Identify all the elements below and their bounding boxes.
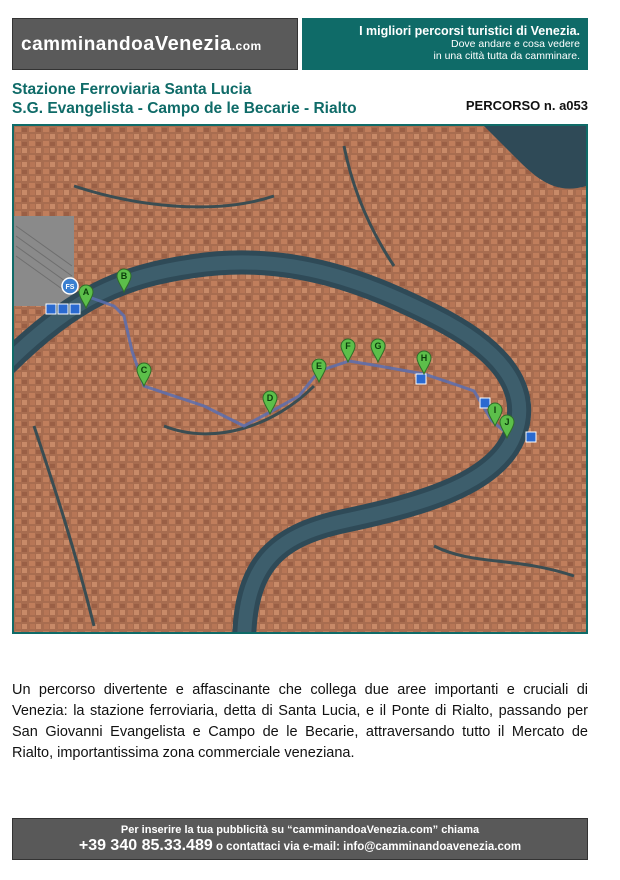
route-marker-label: B [120, 271, 128, 281]
route-marker-label: A [82, 287, 90, 297]
route-marker-label: J [504, 417, 510, 427]
tagline-title: I migliori percorsi turistici di Venezia. [359, 24, 580, 38]
advert-line-2 [13, 837, 587, 856]
route-marker-label: D [266, 393, 274, 403]
advert-brand: aVenezia [360, 824, 407, 836]
contact-phone[interactable]: +39 340 85.33.489 [78, 837, 213, 854]
site-logo[interactable] [12, 18, 298, 70]
logo-main: aVenezia [143, 32, 232, 55]
route-description: Un percorso divertente e affascinante che collega due aree importanti e cruciali di Venezia: la stazione ferroviaria, detta di Santa Lucia, e il Ponte di Rialto, passando per San Giovanni Evangelista e Campo de le Becarie, attraversando tutto il Mercato de Rialto, importantissima zona commerciale veneziana. [12, 682, 588, 761]
logo-prefix: camminando [21, 33, 144, 55]
route-marker-label: E [315, 361, 323, 371]
route-map[interactable] [12, 124, 588, 634]
route-title-area [12, 80, 588, 122]
route-marker-label: C [140, 365, 148, 375]
route-title-start: Stazione Ferroviaria Santa Lucia [12, 81, 252, 98]
contact-email[interactable]: info@camminandoavenezia.com [343, 841, 522, 853]
station-badge-label: FS [65, 284, 75, 291]
satellite-map-image [14, 126, 586, 632]
advert-text-pre: Per inserire la tua pubblicità su “camminando [120, 824, 361, 836]
logo-suffix: .com [231, 38, 262, 53]
route-title-stops: S.G. Evangelista - Campo de le Becarie - Rialto [12, 100, 357, 117]
contact-text: o contattaci via e-mail: [215, 841, 340, 853]
route-marker-label: H [420, 353, 428, 363]
site-header [12, 18, 588, 70]
route-marker-label: I [493, 405, 497, 415]
route-marker-label: F [345, 341, 351, 351]
route-marker-label: G [374, 341, 382, 351]
tagline-line-1: Dove andare e cosa vedere [451, 38, 580, 50]
advert-line-1 [13, 824, 587, 837]
station-fs-icon[interactable] [62, 278, 78, 294]
service-icons-station[interactable] [46, 304, 80, 314]
tagline-line-2: in una città tutta da camminare. [433, 50, 580, 62]
advert-footer [12, 818, 588, 860]
tagline-box [302, 18, 588, 70]
advert-text-post: .com” chiama [406, 824, 480, 836]
route-code: PERCORSO n. a053 [465, 98, 588, 113]
